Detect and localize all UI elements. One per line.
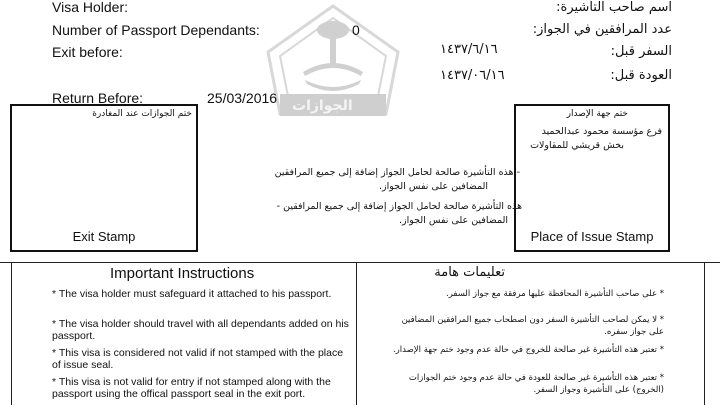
exit-stamp-box <box>10 104 198 252</box>
center-note-1-cont: المضافين على نفس الجواز. <box>379 181 488 192</box>
instruction-en-1: * The visa holder must safeguard it attached to his passport. <box>52 288 332 300</box>
center-note-2: هذه التأشيرة صالحة لحامل الجواز إضافة إلى جميع المرافقين - <box>276 201 522 212</box>
return-before-label-ar: العودة قبل: <box>610 68 672 83</box>
dependants-label-ar: عدد المرافقين في الجواز: <box>532 22 672 37</box>
return-before-date: 25/03/2016 <box>207 90 278 106</box>
issuer-name-line2: بخش قريشي للمقاولات <box>530 140 624 151</box>
instruction-ar-3: * تعتبر هذه التأشيرة غير صالحة للخروج في حالة عدم وجود ختم جهة الإصدار. <box>392 345 664 355</box>
issue-stamp-box-title: ختم جهة الإصدار <box>566 109 628 119</box>
visa-holder-label-ar: اسم صاحب التأشيرة: <box>556 0 672 15</box>
exit-before-date: ١٤٣٧/٦/١٦ <box>440 42 498 57</box>
instructions-right-rule <box>704 262 705 405</box>
issuer-name-line1: فرع مؤسسة محمود عبدالحميد <box>541 126 662 137</box>
instructions-left-rule <box>11 262 12 405</box>
exit-before-label: Exit before: <box>52 44 123 60</box>
issue-stamp-box <box>514 104 670 252</box>
dependants-value: 0 <box>352 22 360 38</box>
instruction-en-4: * This visa is not valid for entry if not stamped along with the passport using the offical passport seal in the exit port. <box>52 376 331 400</box>
exit-stamp-label: Exit Stamp <box>72 229 136 244</box>
instructions-title-ar: تعليمات هامة <box>434 265 505 280</box>
center-note-1: - هذه التأشيرة صالحة لحامل الجواز إضافة إلى جميع المرافقين <box>274 167 520 178</box>
instruction-ar-2: * لا يمكن لصاحب التأشيرة السفر دون اصطحاب جميع المرافقين المضافين على جواز سفره. <box>401 315 664 337</box>
visa-holder-label: Visa Holder: <box>52 0 129 15</box>
instructions-top-rule <box>0 262 720 263</box>
instructions-center-rule <box>356 262 357 405</box>
issue-stamp-label: Place of Issue Stamp <box>530 229 654 244</box>
instructions-title: Important Instructions <box>110 265 255 282</box>
center-note-2-cont: المضافين على نفس الجواز. <box>399 215 508 226</box>
exit-before-label-ar: السفر قبل: <box>610 44 672 59</box>
watermark-text: الجوازات <box>292 98 353 114</box>
dependants-label: Number of Passport Dependants: <box>52 22 260 38</box>
instruction-ar-4: * تعتبر هذه التأشيرة غير صالحة للعودة في حالة عدم وجود ختم الجوازات (الخروج) على التأشيرة وجواز السفر. <box>408 373 664 395</box>
return-before-hijri-date: ١٤٣٧/٠٦/١٦ <box>440 68 505 83</box>
return-before-label: Return Before: <box>52 90 144 106</box>
instruction-en-3: * This visa is considered not valid if not stamped with the place of issue seal. <box>52 347 344 371</box>
exit-stamp-box-title: ختم الجوازات عند المغادرة <box>92 109 192 119</box>
instruction-ar-1: * على صاحب التأشيرة المحافظة عليها مرفقة مع جواز السفر. <box>446 289 664 299</box>
instruction-en-2: * The visa holder should travel with all dependants added on his passport. <box>52 318 349 342</box>
